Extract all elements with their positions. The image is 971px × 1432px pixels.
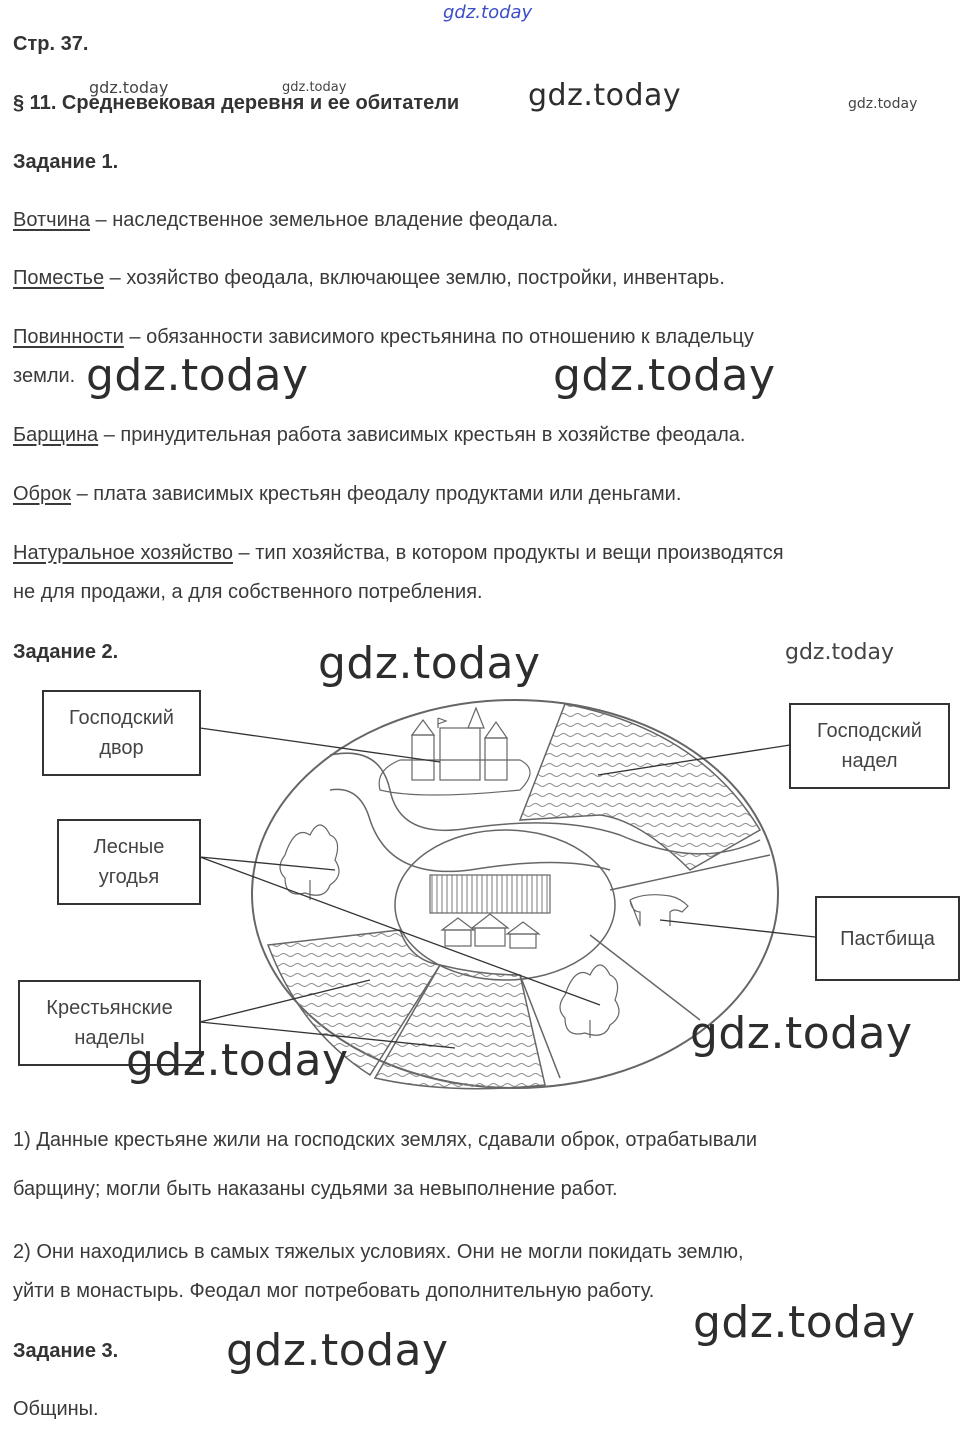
definition <box>13 415 745 455</box>
lord-land-field <box>520 704 760 870</box>
label-forest: Лесные угодья <box>57 819 201 905</box>
label-peasant-plots: Крестьянские наделы <box>18 980 201 1066</box>
definition-term: Оброк <box>13 483 72 505</box>
definition-text: – наследственное земельное владение феодала. <box>89 209 559 231</box>
definition <box>13 258 725 298</box>
watermark: gdz.today <box>693 1297 916 1348</box>
definition-term: Натуральное хозяйство <box>13 542 233 564</box>
task3-answer: Общины. <box>13 1398 99 1420</box>
definition-text: – хозяйство феодала, включающее землю, постройки, инвентарь. <box>104 267 725 289</box>
answer-line: 2) Они находились в самых тяжелых условиях. Они не могли покидать землю, <box>13 1241 744 1263</box>
definition <box>13 200 558 240</box>
definition-text: – плата зависимых крестьян феодалу продуктами или деньгами. <box>71 483 682 505</box>
definition-term: Поместье <box>13 267 105 289</box>
answer-line: уйти в монастырь. Феодал мог потребовать дополнительную работу. <box>13 1280 655 1302</box>
watermark: gdz.today <box>553 350 776 401</box>
watermark: gdz.today <box>690 1008 913 1059</box>
definition-term: Вотчина <box>13 209 90 231</box>
definition-text: – обязанности зависимого крестьянина по отношению к владельцу <box>123 326 754 348</box>
label-pasture: Пастбища <box>815 896 960 981</box>
task2-heading: Задание 2. <box>13 641 119 663</box>
cow-icon <box>630 895 688 926</box>
watermark-top: gdz.today <box>443 2 533 23</box>
definition-continuation: земли. <box>13 365 76 387</box>
houses-icon <box>442 914 539 948</box>
definition <box>13 474 681 514</box>
definition-text: – тип хозяйства, в котором продукты и вещи производятся <box>233 542 784 564</box>
watermark: gdz.today <box>848 96 918 112</box>
castle-icon <box>379 708 530 795</box>
label-manor-yard: Господский двор <box>42 690 201 776</box>
page-reference: Стр. 37. <box>13 33 89 55</box>
watermark: gdz.today <box>126 1035 349 1086</box>
definition <box>13 533 784 573</box>
watermark: gdz.today <box>528 78 682 113</box>
watermark: gdz.today <box>86 350 309 401</box>
tree-icon <box>280 825 339 900</box>
watermark: gdz.today <box>318 638 541 689</box>
answer-line: барщину; могли быть наказаны судьями за невыполнение работ. <box>13 1178 618 1200</box>
section-title: § 11. Средневековая деревня и ее обитатели <box>13 92 460 114</box>
answer-line: 1) Данные крестьяне жили на господских землях, сдавали оброк, отрабатывали <box>13 1129 758 1151</box>
definition-continuation: не для продажи, а для собственного потребления. <box>13 581 483 603</box>
task1-heading: Задание 1. <box>13 151 119 173</box>
label-lord-land: Господский надел <box>789 703 950 789</box>
task3-heading: Задание 3. <box>13 1340 119 1362</box>
definition-text: – принудительная работа зависимых крестьян в хозяйстве феодала. <box>98 424 746 446</box>
watermark: gdz.today <box>89 78 169 97</box>
barn-icon <box>430 875 550 913</box>
definition-term: Барщина <box>13 424 99 446</box>
definition-term: Повинности <box>13 326 124 348</box>
watermark: gdz.today <box>785 640 895 665</box>
watermark: gdz.today <box>226 1325 449 1376</box>
watermark: gdz.today <box>282 80 347 95</box>
